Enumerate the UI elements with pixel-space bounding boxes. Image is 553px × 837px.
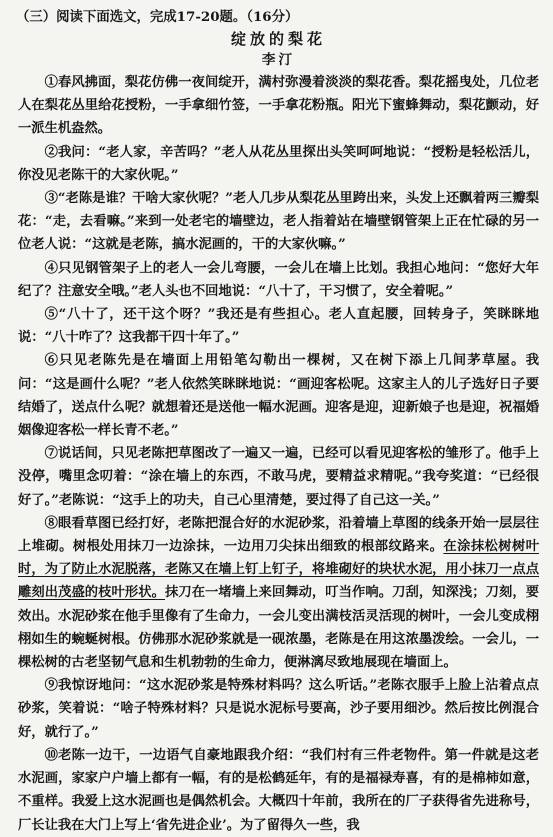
article-author: 李汀 xyxy=(261,52,296,68)
article-title: 绽放的梨花 xyxy=(230,30,326,48)
underlined-sentence: 在涂抹松树树叶时，为了防止水泥脱落，老陈又在墙上钉上钉子，将堆砌好的块状水泥，用小抹刀一点点雕刻出茂盛的枝叶形状。 xyxy=(18,539,540,601)
paragraph-1: ①春风拂面，梨花仿佛一夜间绽开，满村弥漫着淡淡的梨花香。梨花摇曳处，几位老人在梨花丛里给花授粉，一手拿细竹签，一手拿花粉瓶。阳光下蜜蜂舞动，梨花颤动，好一派生机盎然。 xyxy=(18,75,539,137)
section-heading: （三）阅读下面选文，完成17-20题。（16分） xyxy=(16,9,299,25)
paragraph-3: ③“老陈是谁？干啥大家伙呢？”老人几步从梨花丛里跨出来，头发上还飘着两三瓣梨花：“走，去看嘛。”来到一处老宅的墙壁边，老人指着站在墙壁钢管架上正在忙碌的另一位老人说：“这就是老陈，搞水泥画的，干的大家伙嘛。” xyxy=(18,191,539,253)
paragraph-8-rest: 抹刀在一堵墙上来回舞动，叮当作响。刀刮，知深浅；刀刻，要效出。水泥砂浆在他手里像有了生命力，一会儿变出满枝活灵活现的树叶，一会儿变成栩栩如生的蜿蜒树根。仿佛那水泥砂浆就是一砚浓墨，老陈是在用这浓墨泼绘。一会儿，一棵松树的古老坚韧气息和生机勃勃的生命力，便淋漓尽致地展现在墙面上。 xyxy=(18,585,540,671)
paragraph-10: ⑩老陈一边干，一边语气自豪地跟我介绍：“我们村有三件老物件。第一件就是这老水泥画，家家户户墙上都有一幅，有的是松鹤延年，有的是福禄寿喜，有的是棉柿如意，不重样。我爱上这水泥画也是偶然机会。大概四十年前，我所在的厂子获得省先进称号，厂长让我在大门上写上‘省先进企业’。为了留得久一些，我 xyxy=(18,747,539,833)
paragraph-6: ⑥只见老陈先是在墙面上用铅笔勾勒出一棵树，又在树下添上几间茅草屋。我问：“这是画什么呢？”老人依然笑眯眯地说：“画迎客松呢。这家主人的儿子选好日子要结婚了，送点什么呢？就想着还是送他一幅水泥画。迎客是迎，迎新娘子也是迎，祝福婚姻像迎客松一样长青不老。” xyxy=(18,353,539,439)
paragraph-8 xyxy=(18,512,539,674)
paragraph-2: ②我问：“老人家，辛苦吗？”老人从花丛里探出头笑呵呵地说：“授粉是轻松活儿，你没见老陈干的大家伙呢。” xyxy=(18,144,539,183)
paragraph-7: ⑦说话间，只见老陈把草图改了一遍又一遍，已经可以看见迎客松的雏形了。他手上没停，嘴里念叨着：“涂在墙上的东西，不敢马虎，要精益求精呢。”我夸奖道：“已经很好了。”老陈说：“这手上的功夫，自己心里清楚，要过得了自己这一关。” xyxy=(18,446,539,508)
paragraph-5: ⑤“八十了，还干这个呀？”我还是有些担心。老人直起腰，回转身子，笑眯眯地说：“八十咋了？这我都干四十年了。” xyxy=(18,307,539,346)
paragraph-8-lead: ⑧眼看草图已经打好，老陈把混合好的水泥砂浆，沿着墙上草图的线条开始一层层往上堆砌。树根处用抹刀一边涂抹，一边用刀尖抹出细致的根部纹路来。 xyxy=(18,515,539,555)
paragraph-9: ⑨我惊讶地问：“这水泥砂浆是特殊材料吗？这么听话。”老陈衣服手上脸上沾着点点砂浆，笑着说：“啥子特殊材料？只是说水泥标号要高，沙子要用细沙。然后按比例混合好，就行了。” xyxy=(18,678,539,740)
paragraph-4: ④只见钢管架子上的老人一会儿弯腰，一会儿在墙上比划。我担心地问：“您好大年纪了？注意安全哦。”老人头也不回地说：“八十了，干习惯了，安全着呢。” xyxy=(18,260,539,299)
